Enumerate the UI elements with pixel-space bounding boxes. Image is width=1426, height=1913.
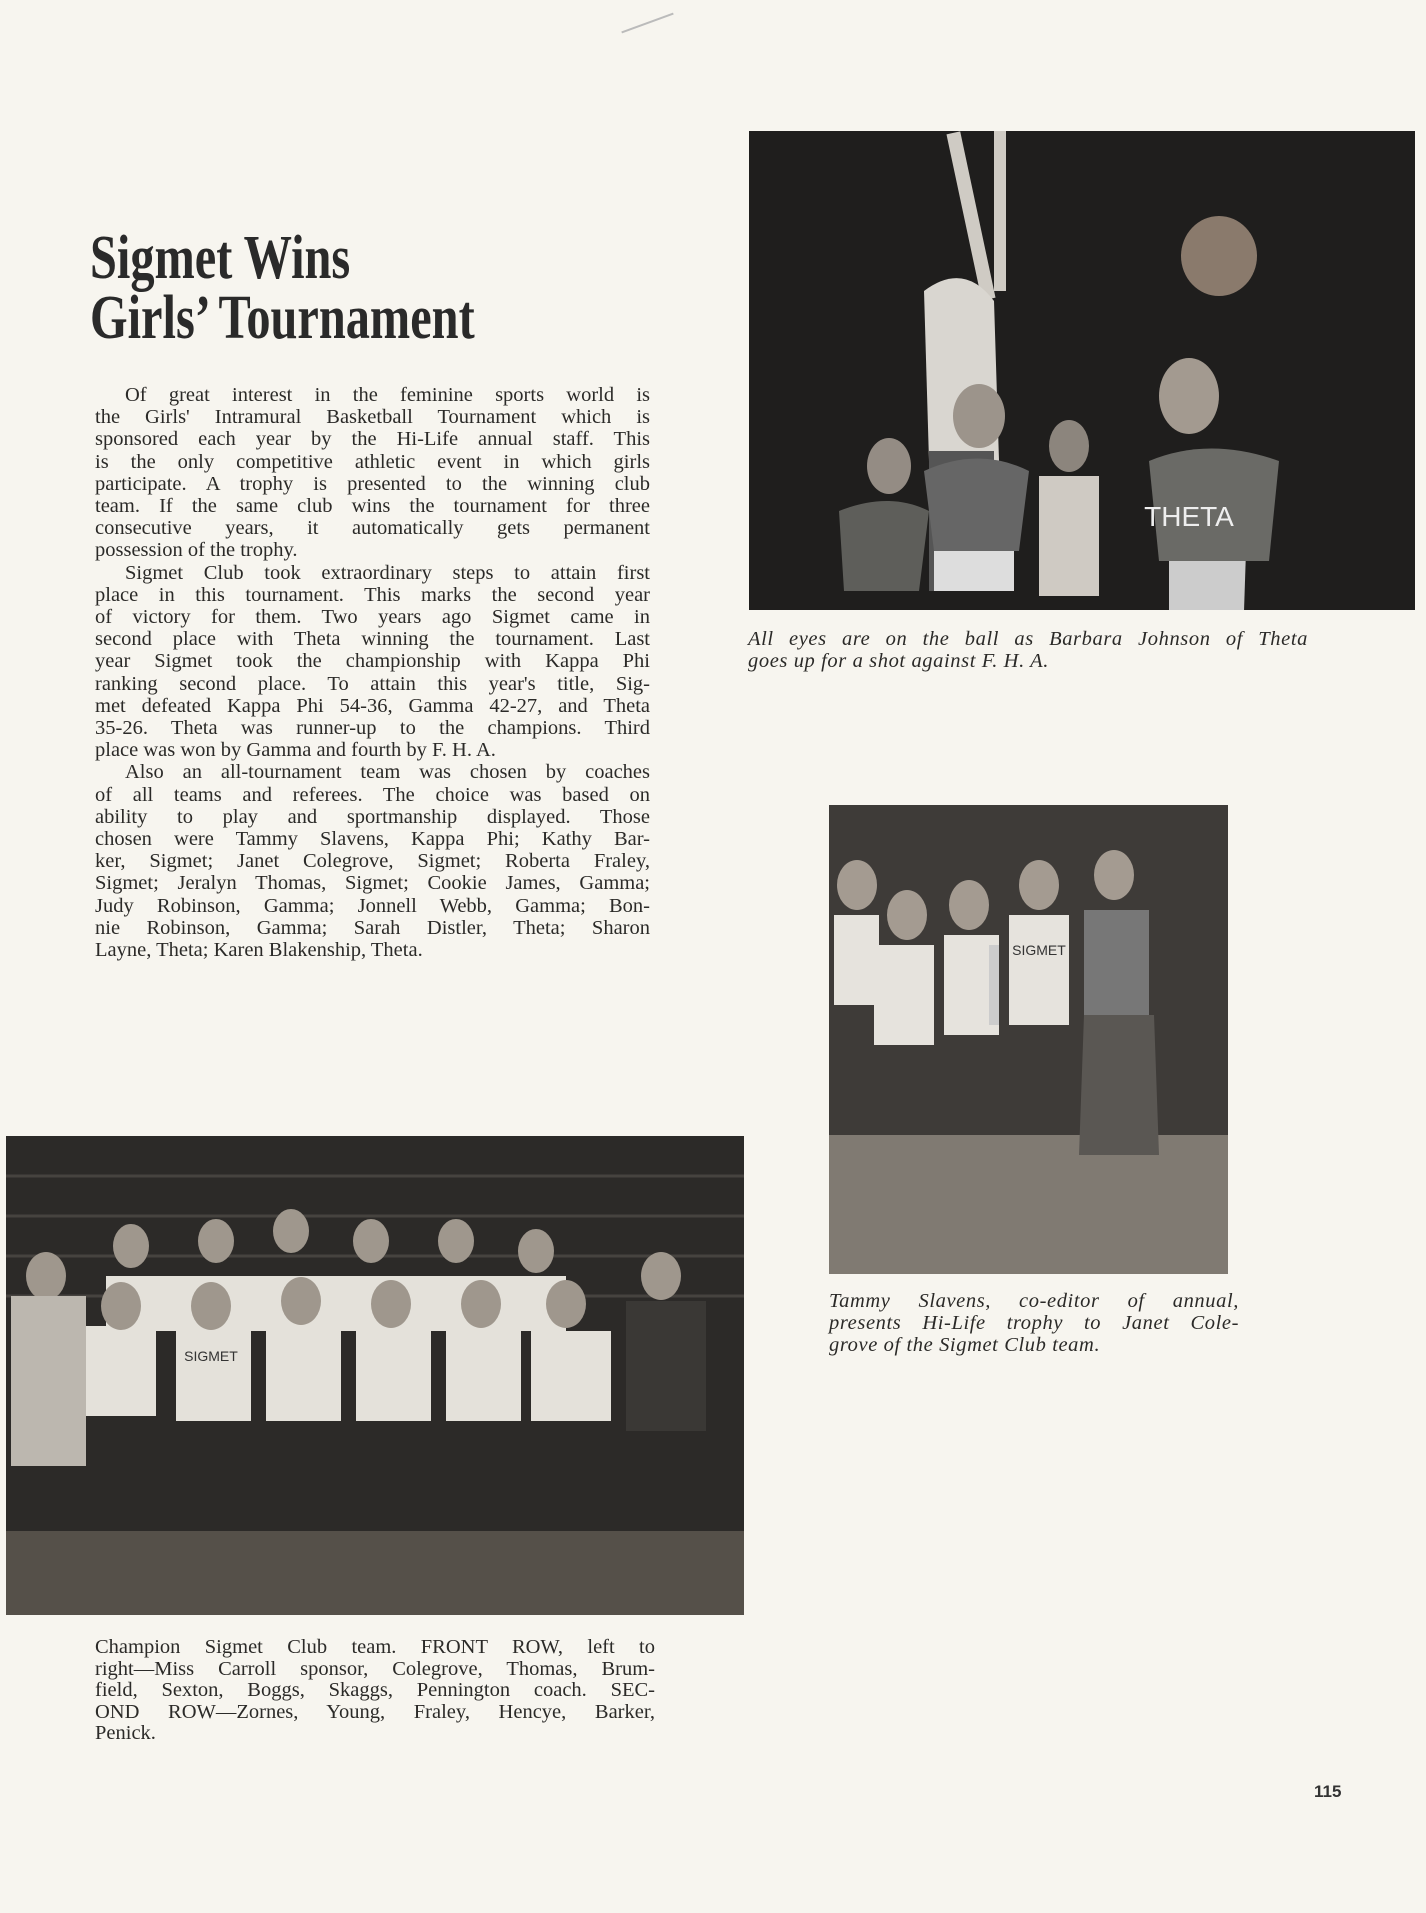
jersey-text: THETA: [1144, 501, 1234, 532]
jersey-text: SIGMET: [1012, 942, 1066, 958]
body-line: nie Robinson, Gamma; Sarah Distler, Theta; Sharon: [95, 916, 650, 939]
body-line: place in this tournament. This marks the second year: [95, 583, 650, 606]
body-line: year Sigmet took the championship with Kappa Phi: [95, 650, 650, 673]
body-line: consecutive years, it automatically gets permanent: [95, 517, 650, 540]
body-line: ranking second place. To attain this year's title, Sig-: [95, 672, 650, 695]
caption-line: Champion Sigmet Club team. FRONT ROW, left to: [95, 1636, 655, 1658]
body-line: 35-26. Theta was runner-up to the champions. Third: [95, 717, 650, 740]
body-line: Also an all-tournament team was chosen by coaches: [125, 761, 650, 784]
trophy-photo-caption: [829, 1290, 1239, 1356]
body-line: met defeated Kappa Phi 54-36, Gamma 42-27, and Theta: [95, 694, 650, 717]
trophy-presentation-photo: [829, 805, 1228, 1274]
body-line: participate. A trophy is presented to the winning club: [95, 472, 650, 495]
body-line: chosen were Tammy Slavens, Kappa Phi; Kathy Bar-: [95, 828, 650, 851]
caption-line: field, Sexton, Boggs, Skaggs, Pennington coach. SEC-: [95, 1679, 655, 1701]
scan-mark: [621, 13, 673, 34]
body-line: of victory for them. Two years ago Sigmet came in: [95, 606, 650, 629]
article-body: [95, 384, 650, 961]
basketball-photo-caption: [748, 628, 1308, 672]
body-line: sponsored each year by the Hi-Life annual staff. This: [95, 428, 650, 451]
body-line: Layne, Theta; Karen Blakenship, Theta.: [95, 939, 423, 962]
caption-line: Penick.: [95, 1722, 156, 1744]
team-photo-caption: [95, 1637, 655, 1745]
caption-line: goes up for a shot against F. H. A.: [748, 650, 1050, 672]
body-line: of all teams and referees. The choice was based on: [95, 783, 650, 806]
article-title: [90, 224, 475, 352]
body-line: Sigmet Club took extraordinary steps to attain first: [125, 561, 650, 584]
body-line: ability to play and sportmanship displayed. Those: [95, 805, 650, 828]
caption-line: presents Hi-Life trophy to Janet Cole-: [829, 1312, 1239, 1334]
basketball-action-photo: [749, 131, 1415, 610]
body-line: Of great interest in the feminine sports world is: [125, 384, 650, 406]
page-number: 115: [1314, 1782, 1342, 1801]
body-line: team. If the same club wins the tournament for three: [95, 495, 650, 518]
caption-line: OND ROW—Zornes, Young, Fraley, Hencye, Barker,: [95, 1700, 655, 1723]
body-line: Judy Robinson, Gamma; Jonnell Webb, Gamma; Bon-: [95, 894, 650, 917]
body-line: ker, Sigmet; Janet Colegrove, Sigmet; Roberta Fraley,: [95, 850, 650, 873]
body-line: second place with Theta winning the tournament. Last: [95, 628, 650, 651]
body-line: Sigmet; Jeralyn Thomas, Sigmet; Cookie James, Gamma;: [95, 872, 650, 895]
caption-line: grove of the Sigmet Club team.: [829, 1334, 1101, 1356]
body-line: possession of the trophy.: [95, 539, 298, 562]
caption-line: Tammy Slavens, co-editor of annual,: [829, 1290, 1239, 1312]
caption-line: right—Miss Carroll sponsor, Colegrove, Thomas, Brum-: [95, 1657, 655, 1680]
caption-line: All eyes are on the ball as Barbara Johnson of Theta: [748, 628, 1308, 650]
team-photo: [6, 1136, 744, 1615]
body-line: is the only competitive athletic event in which girls: [95, 450, 650, 473]
title-line: Sigmet Wins: [90, 224, 351, 292]
body-line: place was won by Gamma and fourth by F. H. A.: [95, 739, 496, 762]
title-line: Girls’ Tournament: [90, 284, 475, 352]
body-line: the Girls' Intramural Basketball Tournament which is: [95, 406, 650, 429]
jersey-text: SIGMET: [184, 1348, 238, 1364]
